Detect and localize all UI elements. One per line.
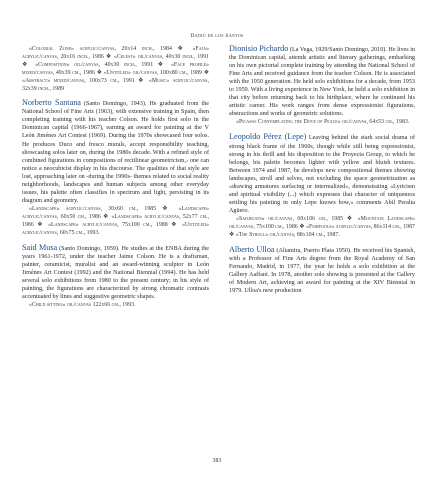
artist-entry <box>229 133 415 239</box>
artist-body <box>229 45 415 118</box>
artist-name: Norberto Santana <box>22 98 81 108</box>
artist-name: Leopoldo Pérez (Lepe) <box>229 132 307 142</box>
works-list: «Child sitting» oil/canvas 122x66 cm., 1993. <box>29 302 136 309</box>
right-column <box>229 45 415 295</box>
artist-text: (Santo Domingo, 1959). He studies at the ENBA during the years 1961-1972, under the teacher Jaime Colson. He is a draftsman, painter, ceramicist, muralist and an award-winning sculptor in León Jiménes Art Contest (1992) and the National Biennial (1994). He has held several solo exhibitions from 1980 to the present century; in his style of painting, the figurations are characterized by strong chromatic contrasts accentuated by lines and suggestive geometric shapes. <box>22 246 210 301</box>
artist-text: (Altamira, Puerto Plata 1950). He received his Spanish, with a Professor of Fine Arts degree from the Royal Academy of San Fernando, Madrid, in 1977, the year he holds a solo exhibition at the Gallery Aaffani. In 1978, another solo showing is presented at the Gallery of Modern Art, achieving an award for painting at the XIV Biennial in 1979. Ulloa's new production <box>229 248 415 295</box>
artist-body <box>229 246 415 295</box>
artist-text: (Santo Domingo, 1943). He graduated from the National School of Fine Arts (1963), with extensive training in Spain, then completing training with his teacher Colson. He holds first solo in the Dominican capital (1966-1967), earning an award for painting at the V León Jiménes Art Contest (1969). During the 1970s showcased four solos. He produces Duco and fresco murals, accept responsibility teaching, showcasing solos later on, during the 1980s decade. With a refined style of combined figurations in compositions of rectilinear geometricism,› one can notice a neocubicist display in his discourse. The qualities of that style are lost, approaching later on -during the 1990s- themes related to social reality neighborhoods, landscapes and human subjects among other everyday issues, his palette often classifies in spectrum and light, persisting in its diagram and geometry. <box>22 101 209 204</box>
works-list: «Sailboats» oil/canvas, 60x106 cm., 1985 ❖ «Mountain Landscape» oil/canvas, 75x100 cm., 1986 ❖ «Fishpools» acrylic/canvas, 86x114 cm., 1987 ❖ «The Stroll» oil/canvas, 88x104 cm., 1987. <box>229 215 415 239</box>
artist-entry <box>22 244 209 309</box>
artist-name: Dionisio Pichardo <box>229 44 289 53</box>
artist-text: Leaving behind the stark social drama of strong black frame of the 1960s, though while still being expressionist, strong in his thrill and his disposition to the Proyecta Group, to which he belongs, his palette becomes lighter with yellow and bluish textures. Between 1974 and 1987, he develops new compositional themes showing landscapes, stroll and selves, not excluding the space geometrization as «drawing armatures surfacing or intermalized», demonstrating «Lyricism and spiritual visibility (...) which expresses that character of uniqueness settling his painting in only Lepe knows how,» comments Abil Peralta Agüero. <box>229 135 415 214</box>
left-column <box>22 45 209 309</box>
artist-entry <box>229 45 415 126</box>
page-number: 383 <box>212 458 222 464</box>
artist-entry <box>229 246 415 295</box>
artist-name: Said Musa <box>22 243 58 253</box>
running-head: Dadiú de los Santos <box>190 33 244 39</box>
artist-body <box>22 99 209 205</box>
artist-name: Alberto Ulloa <box>229 245 275 255</box>
artist-entry <box>22 99 209 237</box>
artist-body <box>22 244 209 301</box>
artist-text: (La Vega, 1929/Santo Domingo, 2010). He lives in the Dominican capital, attends artistic and literary gatherings, embarking on his own pictorial complete training by attending the National School of Fine Arts and received guidance from the teacher Colson. He is associated with the 1950 generation. He held solo exhibitions for a decade, from 1953 to 1959. With a living experience in New York, he held a solo exhibition in that city before returning back to his birthplace, where he continued his artistic career. His work ranges from dense expressionist figurations, abstractions and works of geometric solutions. <box>229 47 415 118</box>
works-list: «Landscape» acrylic/canvas, 30x60 cm., 1985 ❖ «Landscape» acrylic/canvas, 60x50 cm., 1986 ❖ «Landscape» acrylic/canvas, 52x77 cm., 1986 ❖ «Landscape» acrylic/canvas, 75x100 cm., 1988 ❖ «Untitled» acrylic/canvas, 60x75 cm., 1993. <box>22 205 209 237</box>
artist-body <box>229 133 415 214</box>
works-list: «Colonial Zone» acrylic/canvas, 20x14 inch., 1984 ❖ «Faja» acrylic/canvas, 20x16 inch., 1986 ❖ «Celest» oil/canvas, 40x30 inch., 1991 ❖ «Composition» oil/canvas, 40x30 inch., 1991 ❖ «Face profile» mixed/canvas, 49x39 cm., 1986 ❖ «Untitled» oil/canvas, 100x80 cm., 1989 ❖ «Abstract» mixed/canvas, 100x73 cm., 1991 ❖ «Music» acrylic/canvas, 32x39 inch., 1989 <box>22 46 209 93</box>
works-list: «Picasso Contemplating the Dove of Peace» oil/canvas, 64x53 cm., 1983. <box>236 119 410 126</box>
